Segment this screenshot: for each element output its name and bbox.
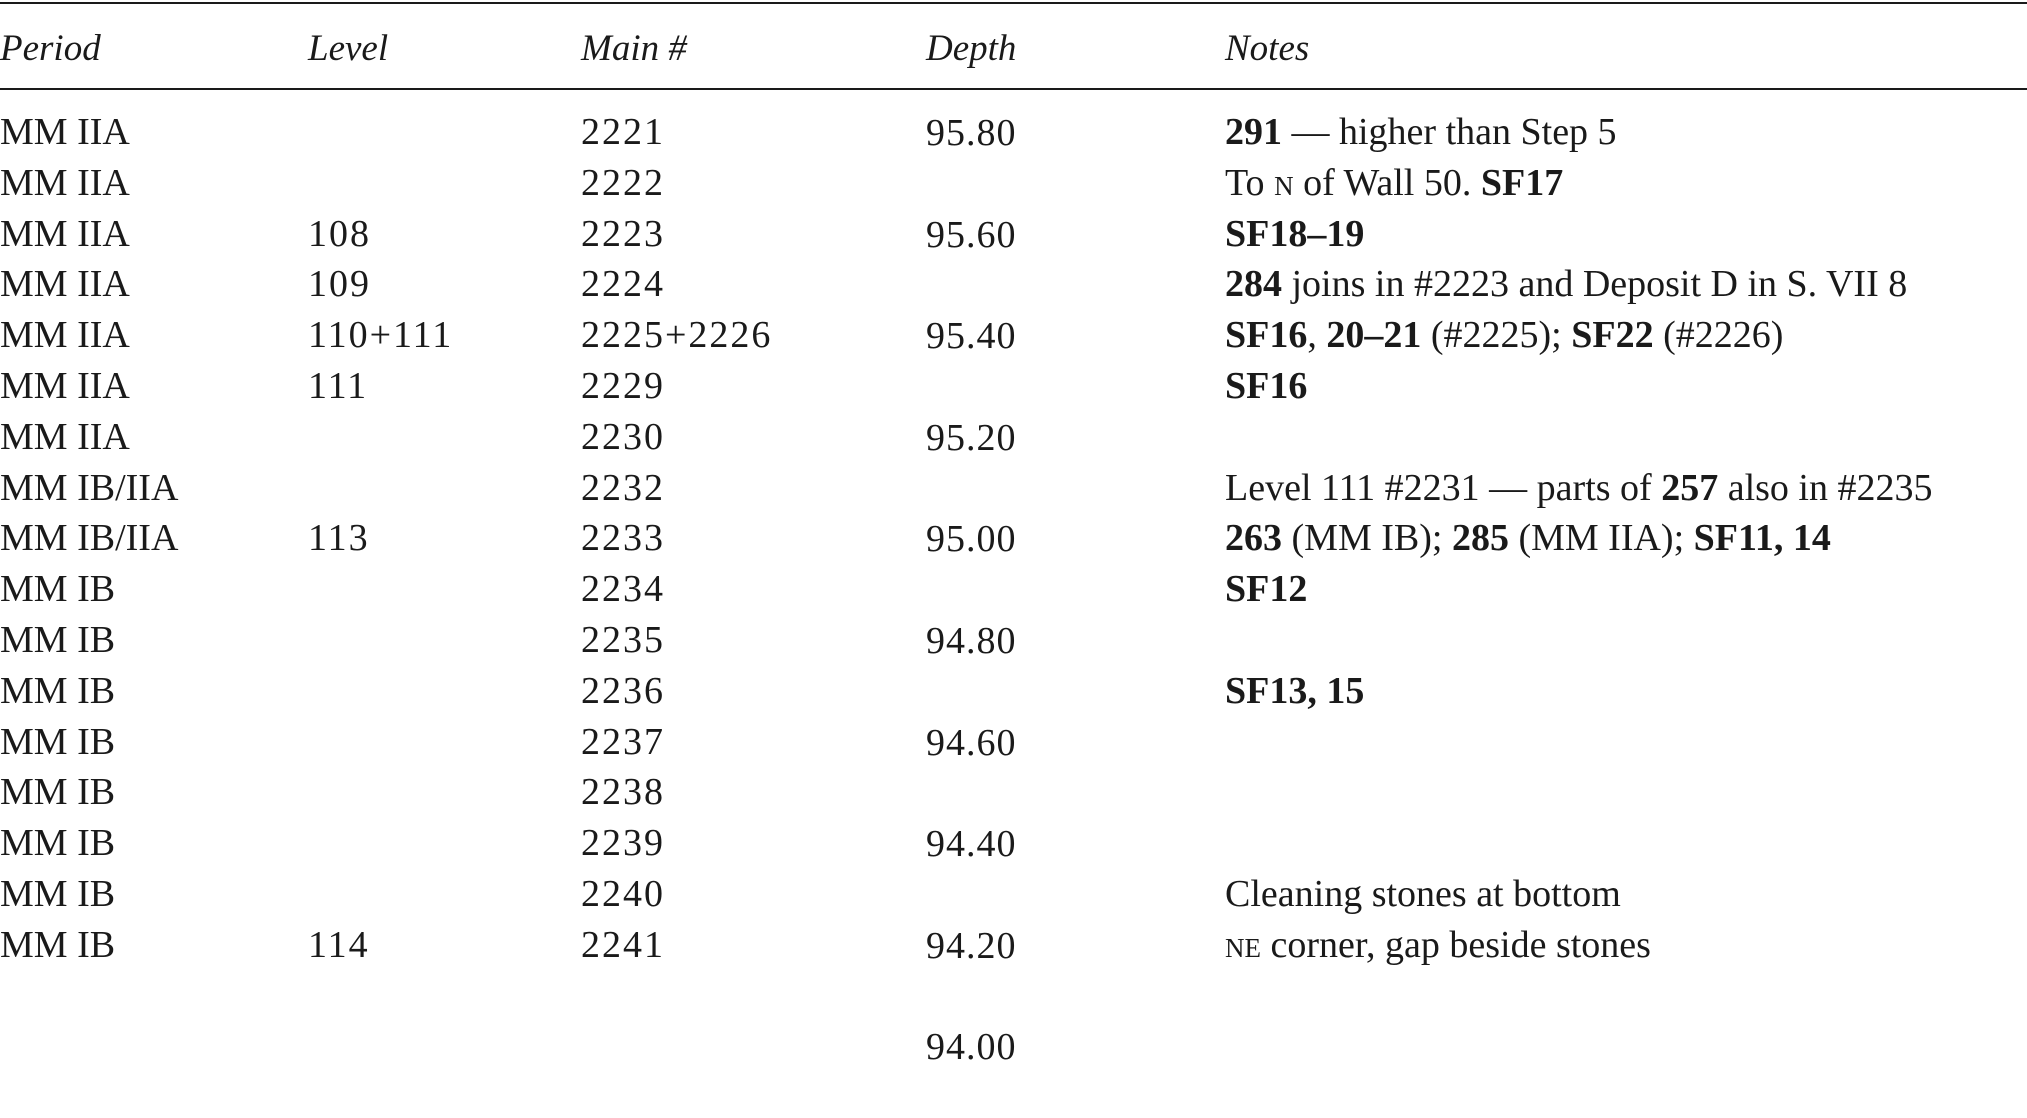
bold-reference: 20–21	[1326, 314, 1422, 357]
notes-cell	[1225, 158, 1563, 208]
bold-reference: SF17	[1480, 161, 1564, 204]
period-cell: MM IIA	[0, 365, 130, 407]
main-number-cell: 2241	[581, 923, 665, 966]
period-cell: MM IIA	[0, 161, 130, 204]
period-cell: MM IIA	[0, 415, 130, 458]
notes-cell	[1225, 513, 1831, 563]
period-cell: MM IIA	[0, 263, 130, 306]
period-cell: MM IB/IIA	[0, 466, 179, 509]
header-notes: Notes	[1225, 28, 1310, 69]
bold-reference: SF22	[1571, 314, 1654, 357]
depth-value: 94.60	[926, 721, 1017, 764]
notes-cell	[1225, 920, 1651, 970]
depth-value: 94.00	[926, 1026, 1017, 1069]
depth-value: 95.00	[926, 518, 1017, 561]
notes-cell	[1225, 209, 1364, 259]
period-cell: MM IB	[0, 923, 116, 966]
note-text: of Wall 50.	[1293, 161, 1481, 204]
bold-reference: SF16	[1225, 314, 1308, 357]
period-cell: MM IIA	[0, 314, 130, 357]
period-cell: MM IB	[0, 720, 116, 763]
note-text: ,	[1307, 314, 1327, 357]
depth-value: 94.40	[926, 823, 1017, 866]
main-number-cell: 2236	[581, 669, 665, 712]
notes-cell	[1225, 259, 1907, 309]
header-rule	[0, 88, 2027, 90]
main-number-cell: 2238	[581, 771, 665, 814]
period-cell: MM IIA	[0, 212, 130, 255]
note-text: — higher than Step 5	[1282, 111, 1617, 153]
note-text: Cleaning stones at bottom	[1225, 873, 1621, 915]
main-number-cell: 2235	[581, 619, 665, 661]
bold-reference: SF13, 15	[1225, 669, 1365, 712]
table-row	[0, 259, 2027, 309]
level-cell: 109	[308, 263, 371, 306]
level-cell: 108	[308, 212, 371, 255]
table-row	[0, 767, 2027, 817]
notes-cell	[1225, 107, 1617, 157]
notes-cell	[1225, 463, 1932, 513]
depth-value: 95.60	[926, 213, 1017, 256]
note-text: also in #2235	[1718, 466, 1933, 509]
header-depth: Depth	[926, 28, 1017, 69]
period-cell: MM IB	[0, 873, 116, 915]
depth-value: 95.80	[926, 112, 1017, 154]
note-text: corner, gap beside stones	[1261, 923, 1651, 966]
top-rule	[0, 2, 2027, 4]
period-cell: MM IB	[0, 669, 116, 712]
notes-cell	[1225, 666, 1364, 716]
notes-cell	[1225, 310, 1783, 360]
main-number-cell: 2234	[581, 568, 665, 611]
table-row	[0, 564, 2027, 614]
main-number-cell: 2232	[581, 466, 665, 509]
note-text: joins in #2223 and Deposit D in S. VII 8	[1282, 263, 1908, 306]
bold-reference: 291	[1225, 111, 1282, 153]
bold-reference: 263	[1225, 517, 1282, 560]
table-row	[0, 463, 2027, 513]
level-cell: 111	[308, 365, 369, 407]
table-row	[0, 361, 2027, 411]
main-number-cell: 2225+2226	[581, 314, 773, 357]
bold-reference: 284	[1225, 263, 1282, 306]
note-text: (MM IIA);	[1508, 517, 1694, 560]
main-number-cell: 2233	[581, 517, 665, 560]
level-cell: 113	[308, 517, 370, 560]
note-text: n	[1274, 161, 1294, 204]
bold-reference: 285	[1451, 517, 1509, 560]
notes-cell	[1225, 361, 1307, 411]
period-cell: MM IIA	[0, 111, 130, 153]
note-text: (#2225);	[1421, 314, 1572, 357]
table-row	[0, 869, 2027, 919]
main-number-cell: 2237	[581, 720, 665, 763]
depth-value: 95.40	[926, 315, 1017, 358]
header-level: Level	[308, 28, 389, 69]
main-number-cell: 2223	[581, 212, 665, 255]
note-text: (MM IB);	[1282, 517, 1452, 560]
header-period: Period	[0, 28, 101, 69]
bold-reference: 257	[1661, 466, 1719, 509]
period-cell: MM IB/IIA	[0, 517, 179, 560]
period-cell: MM IB	[0, 822, 116, 865]
bold-reference: SF12	[1225, 568, 1308, 611]
bold-reference: SF11, 14	[1693, 517, 1831, 560]
period-cell: MM IB	[0, 771, 116, 814]
note-text: (#2226)	[1653, 314, 1784, 357]
main-number-cell: 2230	[581, 415, 665, 458]
period-cell: MM IB	[0, 619, 116, 661]
period-cell: MM IB	[0, 568, 116, 611]
bold-reference: SF18–19	[1225, 212, 1365, 255]
main-number-cell: 2239	[581, 822, 665, 865]
bold-reference: SF16	[1225, 365, 1308, 407]
main-number-cell: 2222	[581, 161, 665, 204]
note-text: Level 111 #2231 — parts of	[1225, 466, 1662, 509]
notes-cell	[1225, 869, 1621, 919]
header-main: Main #	[581, 28, 687, 69]
level-cell: 114	[308, 923, 370, 966]
depth-value: 95.20	[926, 416, 1017, 459]
note-text: To	[1225, 161, 1275, 204]
depth-value: 94.20	[926, 924, 1017, 967]
notes-cell	[1225, 564, 1307, 614]
note-text: ne	[1225, 923, 1261, 966]
main-number-cell: 2224	[581, 263, 665, 306]
level-cell: 110+111	[308, 314, 454, 357]
main-number-cell: 2229	[581, 365, 665, 407]
depth-value: 94.80	[926, 620, 1017, 662]
table-row	[0, 158, 2027, 208]
main-number-cell: 2240	[581, 873, 665, 915]
table-row	[0, 666, 2027, 716]
main-number-cell: 2221	[581, 111, 665, 153]
